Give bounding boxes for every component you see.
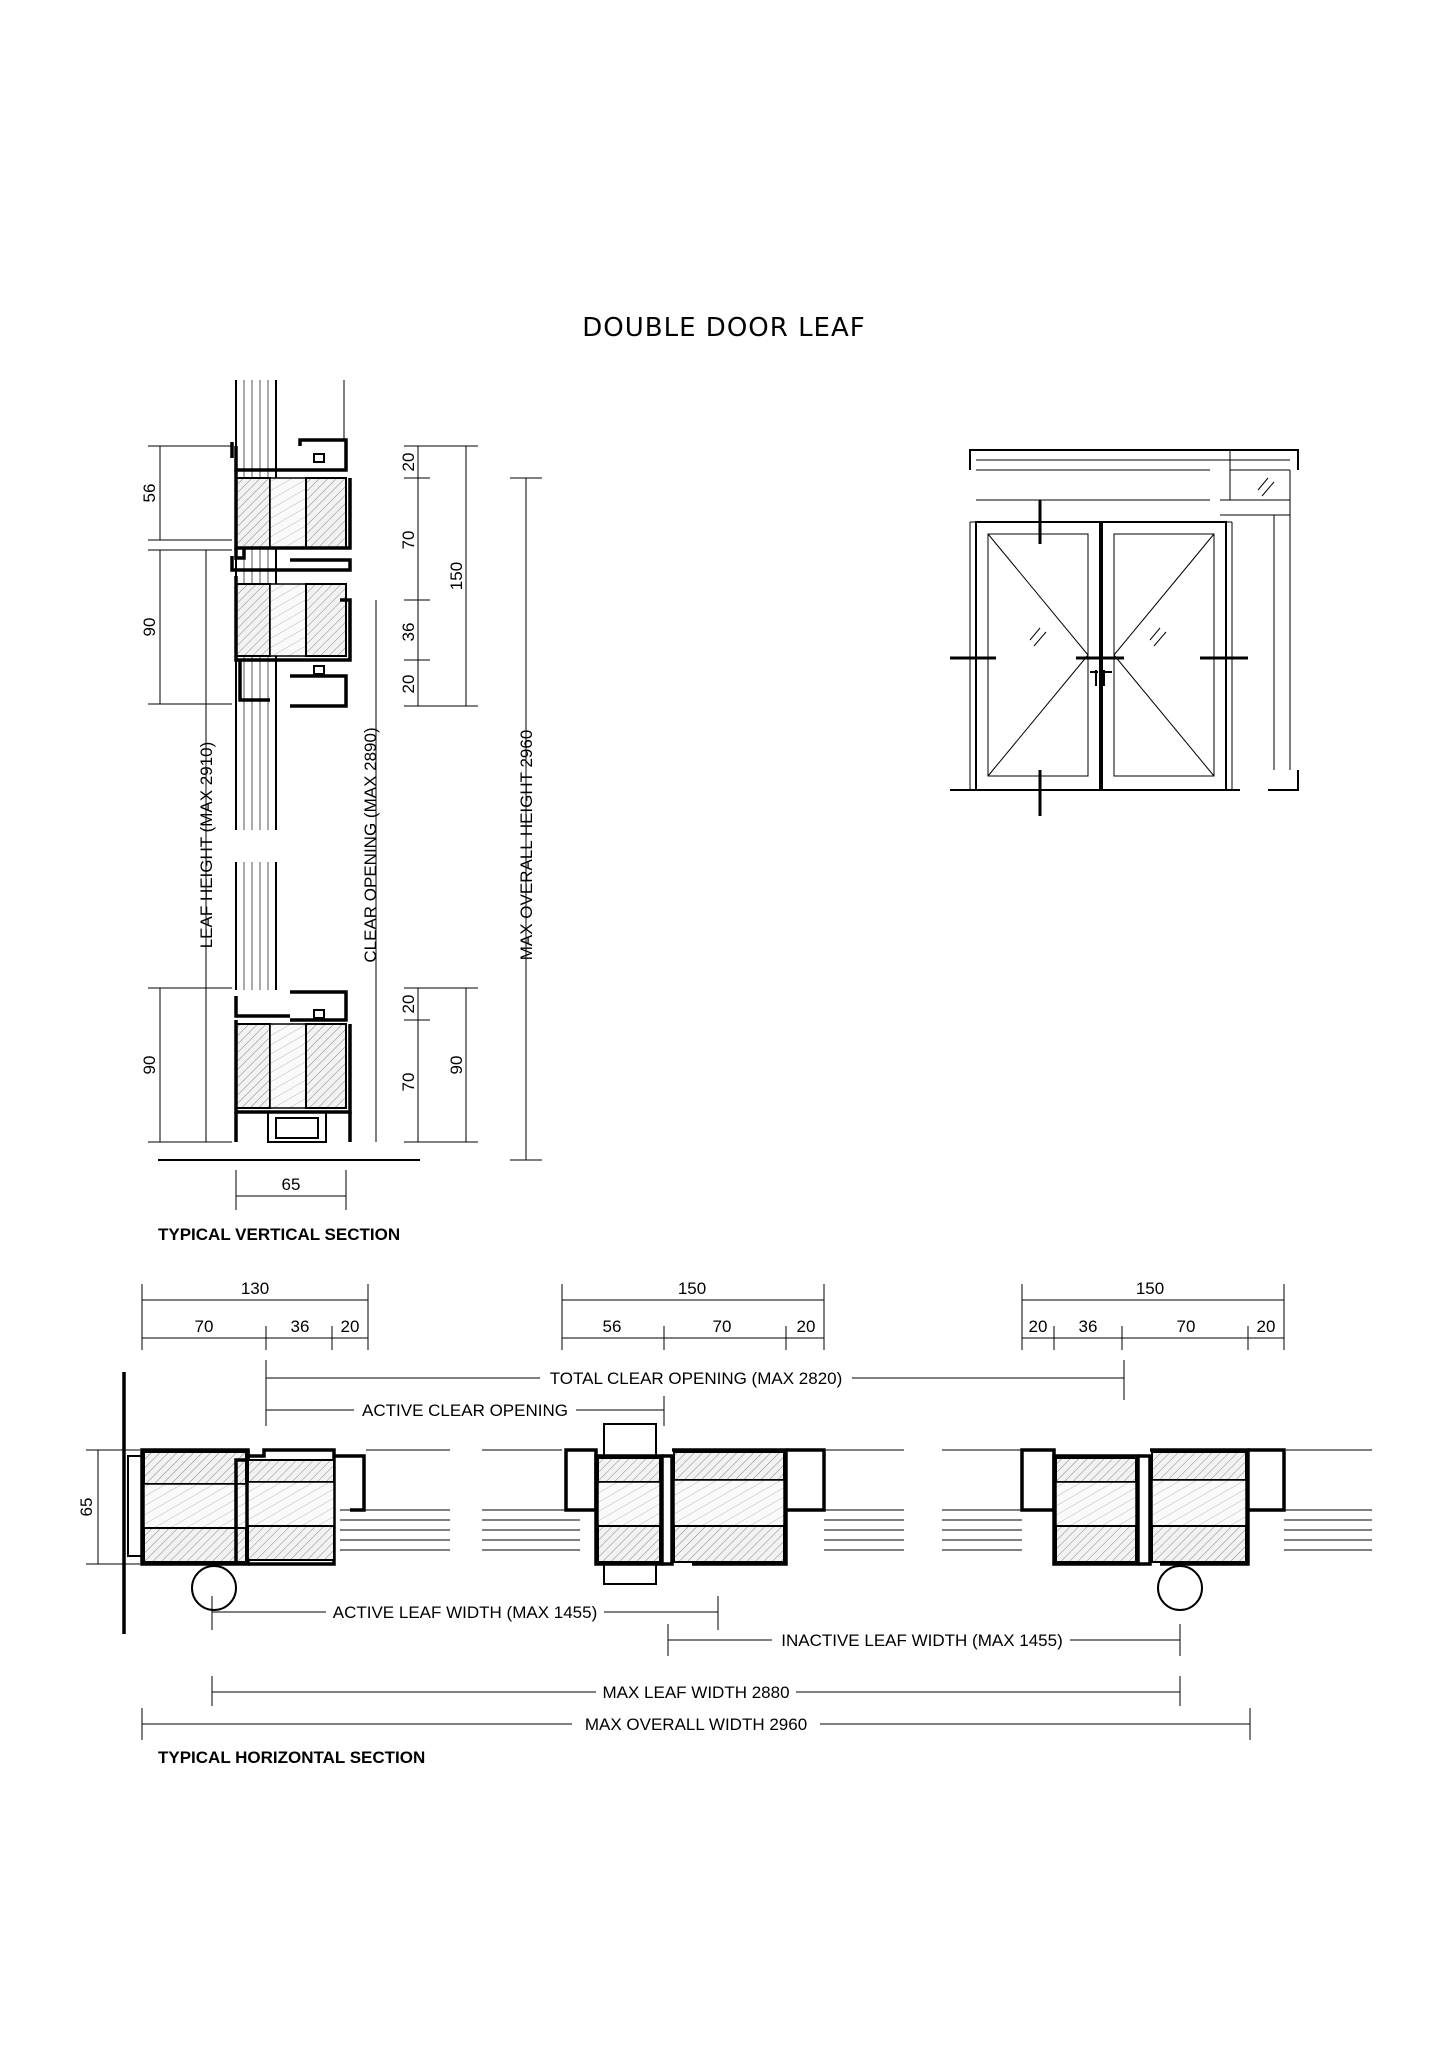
page-title: DOUBLE DOOR LEAF: [582, 313, 866, 343]
h-dim-36-b: 36: [1078, 1317, 1098, 1336]
h-dim-20-c: 20: [1028, 1317, 1048, 1336]
dim-right-36: 36: [399, 622, 418, 642]
bottom-rail-profile: [236, 992, 350, 1142]
h-dim-70-a: 70: [194, 1317, 214, 1336]
transom-profile: [232, 556, 350, 706]
inactive-leaf-width-dim: [668, 1624, 1180, 1656]
h-dim-130: 130: [240, 1279, 270, 1298]
overall-height-label: MAX OVERALL HEIGHT 2960: [517, 729, 536, 961]
h-dim-70-c: 70: [1176, 1317, 1196, 1336]
h-dim-56: 56: [602, 1317, 622, 1336]
clear-opening-label: CLEAR OPENING (MAX 2890): [361, 727, 380, 963]
dim-right-20-a: 20: [399, 452, 418, 472]
thickness-dimension: [77, 1450, 140, 1564]
h-dim-36-a: 36: [290, 1317, 310, 1336]
dim-right-20-b: 20: [399, 674, 418, 694]
active-clear-opening-dim: [266, 1396, 664, 1426]
dim-right-90: 90: [447, 1055, 466, 1075]
glazing-bottom: [236, 862, 276, 990]
h-dim-20-d: 20: [1256, 1317, 1276, 1336]
horizontal-section-caption: TYPICAL HORIZONTAL SECTION: [158, 1748, 426, 1767]
max-leaf-width-label: MAX LEAF WIDTH 2880: [602, 1683, 790, 1702]
overall-height-dimension: [510, 478, 542, 1160]
max-overall-width-dim: [142, 1708, 1250, 1740]
h-dim-20-a: 20: [340, 1317, 360, 1336]
horizontal-section: [77, 1279, 1372, 1767]
active-leaf-width-dim: [212, 1596, 718, 1630]
dim-right-70-b: 70: [399, 1072, 418, 1092]
max-leaf-width-dim: [212, 1676, 1180, 1706]
h-dim-group-2: [562, 1279, 824, 1350]
active-clear-opening-label: ACTIVE CLEAR OPENING: [362, 1401, 568, 1420]
h-dim-group-3: [1022, 1279, 1284, 1350]
total-clear-opening-dim: [266, 1360, 1124, 1400]
h-dim-70-b: 70: [712, 1317, 732, 1336]
meeting-stiles-profile: [482, 1424, 904, 1584]
dim-right-150: 150: [447, 561, 466, 591]
active-leaf-width-label: ACTIVE LEAF WIDTH (MAX 1455): [332, 1603, 598, 1622]
dim-width-65: 65: [281, 1175, 301, 1194]
dim-left-56: 56: [140, 483, 159, 503]
vertical-section-caption: TYPICAL VERTICAL SECTION: [158, 1225, 401, 1244]
h-dim-group-1: [142, 1279, 368, 1350]
left-dimension-chain: [140, 446, 232, 1142]
dim-left-90-bottom: 90: [140, 1055, 159, 1075]
dim-right-20-c: 20: [399, 994, 418, 1014]
door-elevation: [950, 450, 1298, 816]
dim-right-70-a: 70: [399, 530, 418, 550]
dim-thickness-65: 65: [77, 1497, 96, 1517]
h-dim-20-b: 20: [796, 1317, 816, 1336]
dim-left-90-top: 90: [140, 617, 159, 637]
vertical-section: [140, 380, 542, 1244]
right-dimension-chain: [361, 446, 478, 1142]
right-jamb-profile: [942, 1450, 1372, 1610]
left-jamb-profile: [128, 1450, 450, 1610]
max-overall-width-label: MAX OVERALL WIDTH 2960: [584, 1715, 808, 1734]
total-clear-opening-label: TOTAL CLEAR OPENING (MAX 2820): [549, 1369, 843, 1388]
leaf-height-label: LEAF HEIGHT (MAX 2910): [197, 741, 216, 949]
inactive-leaf-width-label: INACTIVE LEAF WIDTH (MAX 1455): [781, 1631, 1063, 1650]
head-profile: [232, 440, 350, 558]
h-dim-150-a: 150: [677, 1279, 707, 1298]
h-dim-150-b: 150: [1135, 1279, 1165, 1298]
width-dimension: [236, 1170, 346, 1210]
